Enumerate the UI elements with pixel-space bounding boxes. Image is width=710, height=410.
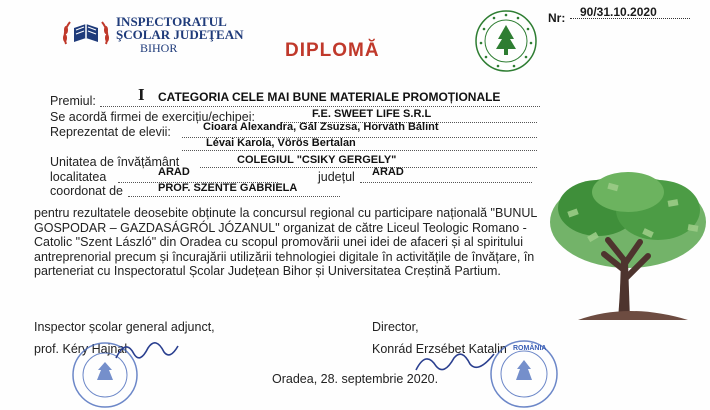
firma-label: Se acordă firmei de exercițiu/echipei: (50, 110, 255, 124)
left-signature-icon (112, 336, 182, 366)
elevi-line2: Lévai Karola, Vörös Bertalan (206, 137, 356, 149)
school-seal-icon (474, 9, 538, 73)
right-signature-icon (410, 346, 500, 378)
firma-value: F.E. SWEET LIFE S.R.L (312, 108, 432, 120)
inspectorate-logo-icon (60, 14, 112, 54)
elevi-label: Reprezentat de elevii: (50, 125, 171, 139)
nr-label: Nr: (548, 11, 566, 25)
place-date: Oradea, 28. septembrie 2020. (272, 372, 439, 386)
left-signer-name: prof. Kéry Hajnal (34, 342, 128, 356)
coordonat-dotted-line (128, 196, 340, 197)
unitate-label: Unitatea de învățământ (50, 155, 180, 169)
judet-value: ARAD (372, 166, 404, 178)
nr-value: 90/31.10.2020 (580, 5, 657, 19)
judet-label: județul (318, 170, 355, 184)
elevi-line1: Cioara Alexandra, Gál Zsuzsa, Horváth Bálint (203, 121, 439, 133)
org-name-line2: ŞCOLAR JUDEŢEAN (116, 27, 244, 42)
right-signer-title: Director, (372, 320, 419, 334)
localitatea-value: ARAD (158, 166, 190, 178)
premiul-category: CATEGORIA CELE MAI BUNE MATERIALE PROMOȚIONALE (158, 90, 501, 104)
diploma-body-text: pentru rezultatele deosebite obținute la concursul regional cu participare națională "BUNUL GOSPODAR – GAZDASÁGRÓL JÓZANUL" organizat de către Liceul Teologic Romano - Catolic "Szent László" din Oradea cu scopul promovării unei idei de afaceri și al spiritului antreprenorial precum și încurajării utilizării tehnologiei digitale în activitățile de învățare, în parteneriat cu Inspectoratul Școlar Județean Bihor și Universitatea Creștină Partium. (34, 206, 537, 279)
unitate-dotted-line (200, 167, 537, 168)
money-tree-icon (548, 170, 708, 320)
coordonat-label: coordonat de (50, 184, 123, 198)
premiul-label: Premiul: (50, 94, 96, 108)
coordonat-value: PROF. SZENTE GABRIELA (158, 182, 298, 194)
diploma-title: DIPLOMĂ (285, 40, 380, 61)
localitatea-label: localitatea (50, 170, 107, 184)
unitate-value: COLEGIUL "CSIKY GERGELY" (237, 154, 397, 166)
premiul-value: I (138, 85, 145, 104)
elevi-dotted-line-2 (182, 150, 537, 151)
left-signer-title: Inspector școlar general adjunct, (34, 320, 215, 334)
org-name-line1: INSPECTORATUL (116, 14, 227, 29)
premiul-dotted-line (100, 106, 540, 107)
judet-dotted-line (360, 182, 532, 183)
bottom-stamp-text: ROMÂNIA (513, 345, 547, 352)
org-name-line3: BIHOR (140, 41, 178, 55)
right-signer-name: Konrád Erzsébet Katalin (372, 342, 507, 356)
